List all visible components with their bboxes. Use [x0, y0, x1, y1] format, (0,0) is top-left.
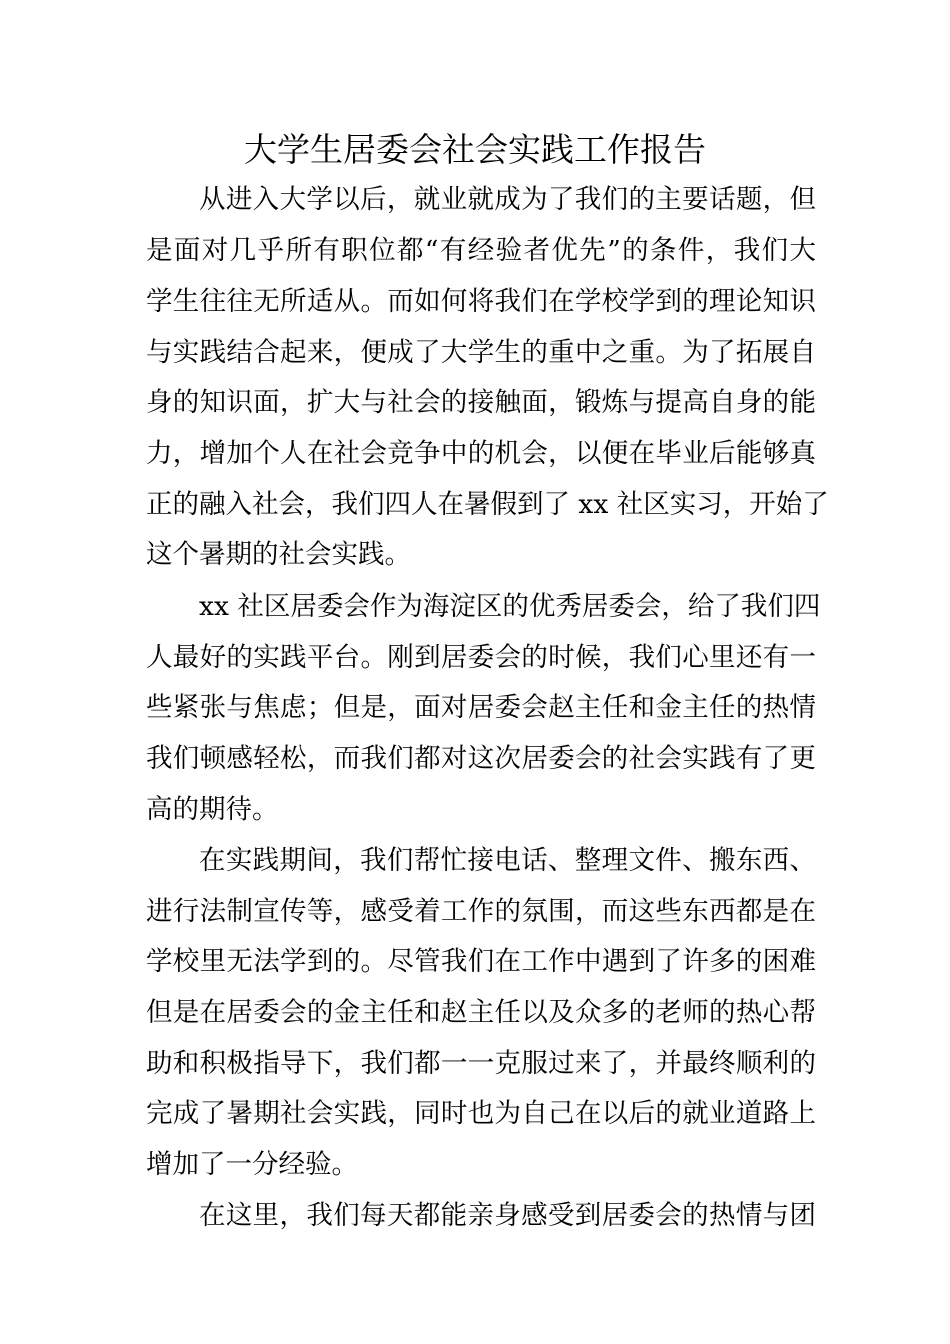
paragraph-1-line-5: 身的知识面，扩大与社会的接触面，锻炼与提高自身的能 — [146, 387, 816, 418]
paragraph-1-line-7: 正的融入社会，我们四人在暑假到了 xx 社区实习，开始了 — [146, 489, 829, 520]
paragraph-1-line-6: 力，增加个人在社会竞争中的机会，以便在毕业后能够真 — [146, 438, 816, 469]
paragraph-1-line-1: 从进入大学以后，就业就成为了我们的主要话题，但 — [199, 184, 816, 215]
paragraph-1-line-4: 与实践结合起来，便成了大学生的重中之重。为了拓展自 — [146, 337, 816, 368]
paragraph-3-line-6: 完成了暑期社会实践，同时也为自己在以后的就业道路上 — [146, 1098, 816, 1129]
paragraph-3-line-2: 进行法制宣传等，感受着工作的氛围，而这些东西都是在 — [146, 896, 816, 927]
paragraph-3-line-4: 但是在居委会的金主任和赵主任以及众多的老师的热心帮 — [146, 997, 816, 1028]
paragraph-1-line-2: 是面对几乎所有职位都“有经验者优先”的条件，我们大 — [146, 235, 816, 266]
paragraph-3-line-3: 学校里无法学到的。尽管我们在工作中遇到了许多的困难 — [146, 946, 816, 977]
paragraph-1-line-8: 这个暑期的社会实践。 — [146, 539, 411, 570]
document-title: 大学生居委会社会实践工作报告 — [244, 130, 706, 169]
paragraph-2-line-2: 人最好的实践平台。刚到居委会的时候，我们心里还有一 — [146, 642, 816, 673]
paragraph-2-line-1: xx 社区居委会作为海淀区的优秀居委会，给了我们四 — [199, 591, 821, 622]
paragraph-4-line-1: 在这里，我们每天都能亲身感受到居委会的热情与团 — [199, 1200, 816, 1231]
paragraph-1-line-3: 学生往往无所适从。而如何将我们在学校学到的理论知识 — [146, 286, 816, 317]
paragraph-2-line-3: 些紧张与焦虑；但是，面对居委会赵主任和金主任的热情 — [146, 692, 816, 723]
paragraph-3-line-7: 增加了一分经验。 — [146, 1149, 358, 1180]
paragraph-3-line-5: 助和积极指导下，我们都一一克服过来了，并最终顺利的 — [146, 1048, 816, 1079]
paragraph-2-line-5: 高的期待。 — [146, 794, 279, 825]
paragraph-3-line-1: 在实践期间，我们帮忙接电话、整理文件、搬东西、 — [199, 845, 816, 876]
paragraph-2-line-4: 我们顿感轻松，而我们都对这次居委会的社会实践有了更 — [146, 743, 816, 774]
